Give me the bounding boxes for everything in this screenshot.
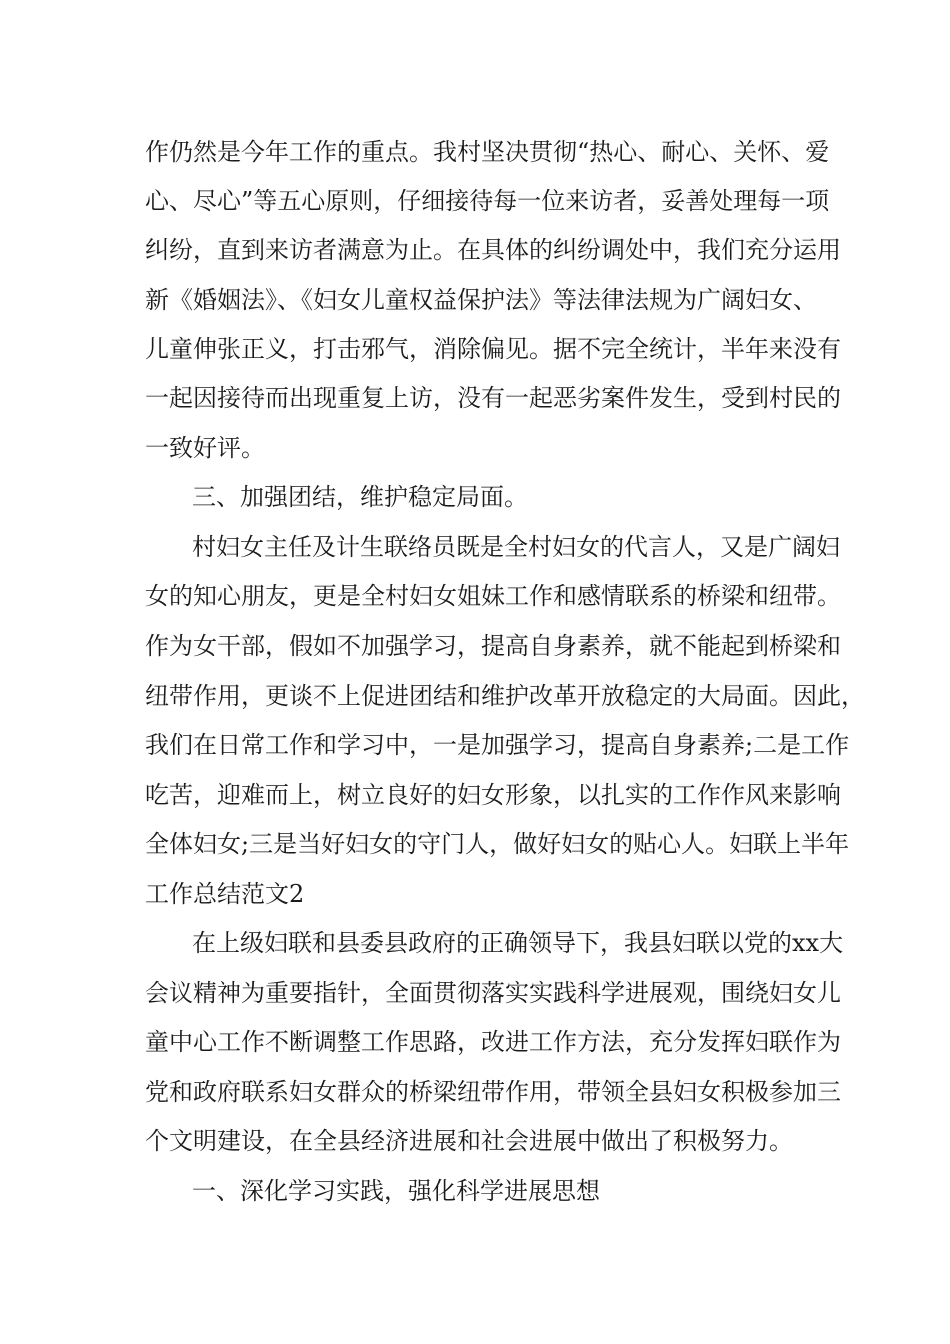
text-line: 在上级妇联和县委县政府的正确领导下，我县妇联以党的xx大 xyxy=(192,929,844,957)
text-line: 一致好评。 xyxy=(145,434,265,462)
text-line: 一起因接待而出现重复上访，没有一起恶劣案件发生，受到村民的 xyxy=(145,384,841,412)
text-line: 纠纷，直到来访者满意为止。在具体的纠纷调处中，我们充分运用 xyxy=(145,236,841,264)
text-line: 女的知心朋友，更是全村妇女姐妹工作和感情联系的桥梁和纽带。 xyxy=(145,582,841,610)
text-line: 纽带作用，更谈不上促进团结和维护改革开放稳定的大局面。因此， xyxy=(145,682,865,710)
text-line: 作仍然是今年工作的重点。我村坚决贯彻“热心、耐心、关怀、爱 xyxy=(145,138,830,166)
text-line: 我们在日常工作和学习中，一是加强学习，提高自身素养;二是工作 xyxy=(145,731,850,759)
text-line: 童中心工作不断调整工作思路，改进工作方法，充分发挥妇联作为 xyxy=(145,1028,841,1056)
section-heading: 三、加强团结，维护稳定局面。 xyxy=(192,483,528,511)
text-line: 村妇女主任及计生联络员既是全村妇女的代言人，又是广阔妇 xyxy=(192,533,840,561)
text-line: 吃苦，迎难而上，树立良好的妇女形象，以扎实的工作作风来影响 xyxy=(145,781,841,809)
text-line: 作为女干部，假如不加强学习，提高自身素养，就不能起到桥梁和 xyxy=(145,632,841,660)
text-line: 党和政府联系妇女群众的桥梁纽带作用，带领全县妇女积极参加三 xyxy=(145,1078,841,1106)
text-line: 儿童伸张正义，打击邪气，消除偏见。据不完全统计，半年来没有 xyxy=(145,335,841,363)
text-line: 会议精神为重要指针，全面贯彻落实实践科学进展观，围绕妇女儿 xyxy=(145,979,841,1007)
text-line: 个文明建设，在全县经济进展和社会进展中做出了积极努力。 xyxy=(145,1127,793,1155)
text-line: 全体妇女;三是当好妇女的守门人，做好妇女的贴心人。妇联上半年 xyxy=(145,830,850,858)
text-line: 工作总结范文2 xyxy=(145,880,305,908)
text-line: 新《婚姻法》、《妇女儿童权益保护法》等法律法规为广阔妇女、 xyxy=(145,286,817,314)
section-heading: 一、深化学习实践，强化科学进展思想 xyxy=(192,1177,600,1205)
text-line: 心、尽心”等五心原则，仔细接待每一位来访者，妥善处理每一项 xyxy=(145,187,830,215)
